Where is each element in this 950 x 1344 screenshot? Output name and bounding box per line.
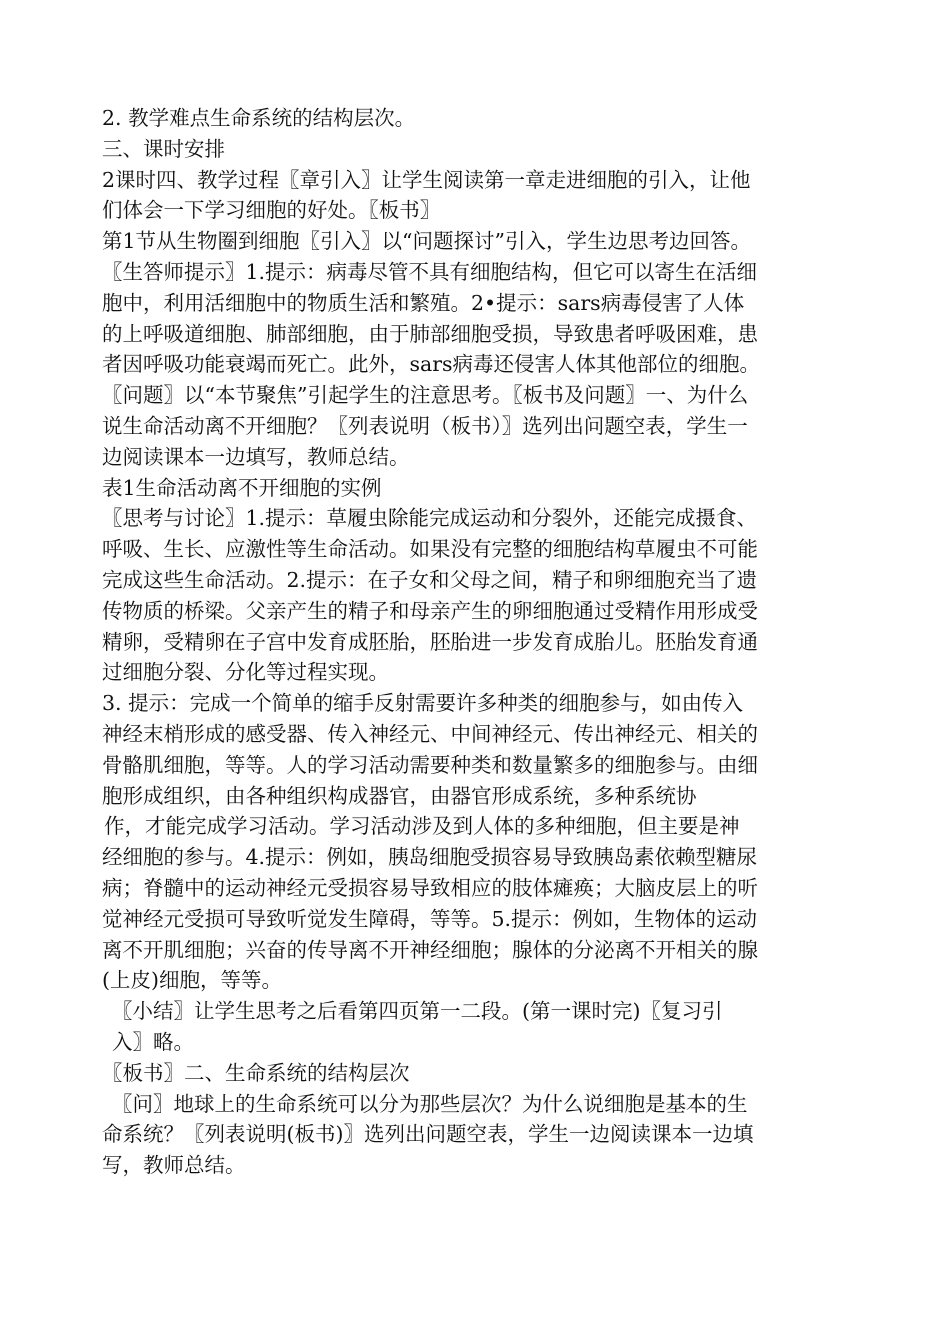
text-line: 胞形成组织，由各种组织构成器官，由器官形成系统，多种系统协	[102, 783, 697, 808]
text-line: 第1节从生物圈到细胞〖引入〗以“问题探讨”引入，学生边思考边回答。	[102, 229, 752, 254]
text-line: 三、课时安排	[102, 136, 225, 161]
text-line: 3. 提示：完成一个简单的缩手反射需要许多种类的细胞参与，如由传入	[102, 691, 744, 716]
text-line: 〖思考与讨论〗1.提示：草履虫除能完成运动和分裂外，还能完成摄食、	[102, 506, 758, 531]
text-line: 入〗略。	[112, 1029, 194, 1054]
text-line: 的上呼吸道细胞、肺部细胞，由于肺部细胞受损，导致患者呼吸困难，患	[102, 321, 758, 346]
document-page	[102, 103, 862, 1181]
text-line: 精卵，受精卵在子宫中发育成胚胎，胚胎进一步发育成胎儿。胚胎发育通	[102, 629, 758, 654]
text-line: 胞中，利用活细胞中的物质生活和繁殖。2•提示：sars病毒侵害了人体	[102, 290, 745, 315]
text-line: 命系统？〖列表说明(板书)〗选列出问题空表，学生一边阅读课本一边填	[102, 1122, 754, 1147]
text-line: 〖生答师提示〗1.提示：病毒尽管不具有细胞结构，但它可以寄生在活细	[102, 259, 758, 284]
table-caption: 表1生命活动离不开细胞的实例	[102, 475, 382, 500]
text-line: 离不开肌细胞；兴奋的传导离不开神经细胞；腺体的分泌离不开相关的腺	[102, 937, 758, 962]
text-line: 说生命活动离不开细胞？〖列表说明（板书）〗选列出问题空表，学生一	[102, 413, 748, 438]
section-heading: 〖板书〗二、生命系统的结构层次	[102, 1060, 410, 1085]
text-line: 骨骼肌细胞，等等。人的学习活动需要种类和数量繁多的细胞参与。由细	[102, 752, 758, 777]
text-line: 完成这些生命活动。2.提示：在子女和父母之间，精子和卵细胞充当了遗	[102, 567, 758, 592]
text-line: 病；脊髓中的运动神经元受损容易导致相应的肢体瘫痪；大脑皮层上的听	[102, 875, 758, 900]
text-line: (上皮)细胞，等等。	[102, 968, 282, 993]
text-line: 神经末梢形成的感受器、传入神经元、中间神经元、传出神经元、相关的	[102, 721, 758, 746]
text-line: 觉神经元受损可导致听觉发生障碍，等等。5.提示：例如，生物体的运动	[102, 906, 758, 931]
text-line: 〖小结〗让学生思考之后看第四页第一二段。(第一课时完)〖复习引	[112, 999, 723, 1024]
text-line: 〖问〗地球上的生命系统可以分为那些层次？为什么说细胞是基本的生	[112, 1091, 748, 1116]
text-line: 传物质的桥梁。父亲产生的精子和母亲产生的卵细胞通过受精作用形成受	[102, 598, 758, 623]
text-line: 者因呼吸功能衰竭而死亡。此外，sars病毒还侵害人体其他部位的细胞。	[102, 352, 761, 377]
text-line: 经细胞的参与。4.提示：例如，胰岛细胞受损容易导致胰岛素依赖型糖尿	[102, 845, 758, 870]
text-line: 2. 教学难点生命系统的结构层次。	[102, 106, 416, 130]
text-line: 呼吸、生长、应激性等生命活动。如果没有完整的细胞结构草履虫不可能	[102, 537, 758, 562]
text-line: 们体会一下学习细胞的好处。〖板书〗	[102, 198, 441, 223]
text-line: 边阅读课本一边填写，教师总结。	[102, 444, 410, 469]
text-line: 过细胞分裂、分化等过程实现。	[102, 660, 389, 685]
text-line: 2课时四、教学过程〖章引入〗让学生阅读第一章走进细胞的引入，让他	[102, 167, 751, 192]
text-line: 写，教师总结。	[102, 1153, 246, 1178]
text-line: 作，才能完成学习活动。学习活动涉及到人体的多种细胞，但主要是神	[104, 814, 740, 839]
text-line: 〖问题〗以“本节聚焦”引起学生的注意思考。〖板书及问题〗一、为什么	[102, 383, 749, 408]
